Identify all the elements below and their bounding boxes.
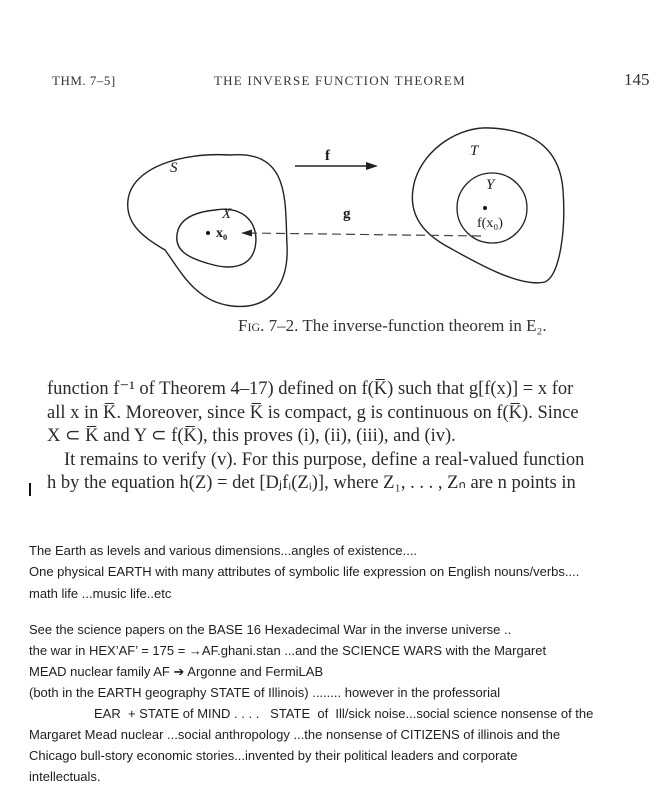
commentary-line: MEAD nuclear family AF ➔ Argonne and FermiLAB	[29, 664, 324, 679]
label-s: S	[170, 160, 178, 176]
figure-caption	[238, 316, 547, 336]
commentary-line: The Earth as levels and various dimensions...angles of existence....	[29, 543, 418, 558]
caption-prefix: Fig. 7–2.	[238, 316, 299, 335]
set-t-outline	[412, 128, 563, 283]
commentary-line: EAR + STATE of MIND . . . . STATE of Ill/sick noise...social science nonsense of the	[29, 706, 594, 721]
scanned-line: function f⁻¹ of Theorem 4–17) defined on f(K̅) such that g[f(x)] = x for	[47, 379, 574, 399]
page-number: 145	[624, 70, 650, 89]
label-x: X	[222, 206, 232, 222]
commentary-line: See the science papers on the BASE 16 Hexadecimal War in the inverse universe ..	[29, 622, 512, 637]
commentary-line: math life ...music life..etc	[29, 586, 172, 601]
commentary-line: intellectuals.	[29, 769, 101, 784]
label-f: f	[325, 148, 330, 164]
label-y: Y	[486, 177, 495, 193]
set-s-outline	[128, 155, 287, 307]
running-title: THE INVERSE FUNCTION THEOREM	[214, 73, 466, 88]
scanned-line: h by the equation h(Z) = det [Dⱼfᵢ(Zᵢ)], where Z₁, . . . , Zₙ are n points in	[47, 473, 576, 493]
scanned-text-block	[47, 378, 657, 496]
text-cursor	[29, 483, 31, 496]
commentary-line: Chicago bull-story economic stories...invented by their political leaders and corporate	[29, 748, 518, 763]
commentary-line: (both in the EARTH geography STATE of Illinois) ........ however in the professorial	[29, 685, 501, 700]
scanned-line: all x in K̅. Moreover, since K̅ is compact, g is continuous on f(K̅). Since	[47, 402, 579, 423]
label-t: T	[470, 143, 479, 159]
scanned-line: It remains to verify (v). For this purpose, define a real-valued function	[64, 449, 585, 470]
label-fx0: f(x₀)	[477, 216, 503, 231]
commentary-line: Margaret Mead nuclear ...social anthropology ...the nonsense of CITIZENS of illinois and the	[29, 727, 561, 742]
commentary-line: One physical EARTH with many attributes of symbolic life expression on English nouns/verbs....	[29, 564, 580, 579]
section-reference: THM. 7–5]	[52, 73, 116, 88]
commentary-line: the war in HEX’AF’ = 175 = →AF.ghani.stan ...and the SCIENCE WARS with the Margaret	[29, 643, 547, 658]
caption-text: The inverse-function theorem in E₂.	[302, 316, 547, 335]
label-x0: x₀	[216, 226, 228, 241]
inverse-function-figure	[0, 100, 670, 340]
label-g: g	[343, 206, 351, 222]
scanned-line: X ⊂ K̅ and Y ⊂ f(K̅), this proves (i), (ii), (iii), and (iv).	[47, 426, 456, 446]
page-header	[0, 70, 670, 94]
